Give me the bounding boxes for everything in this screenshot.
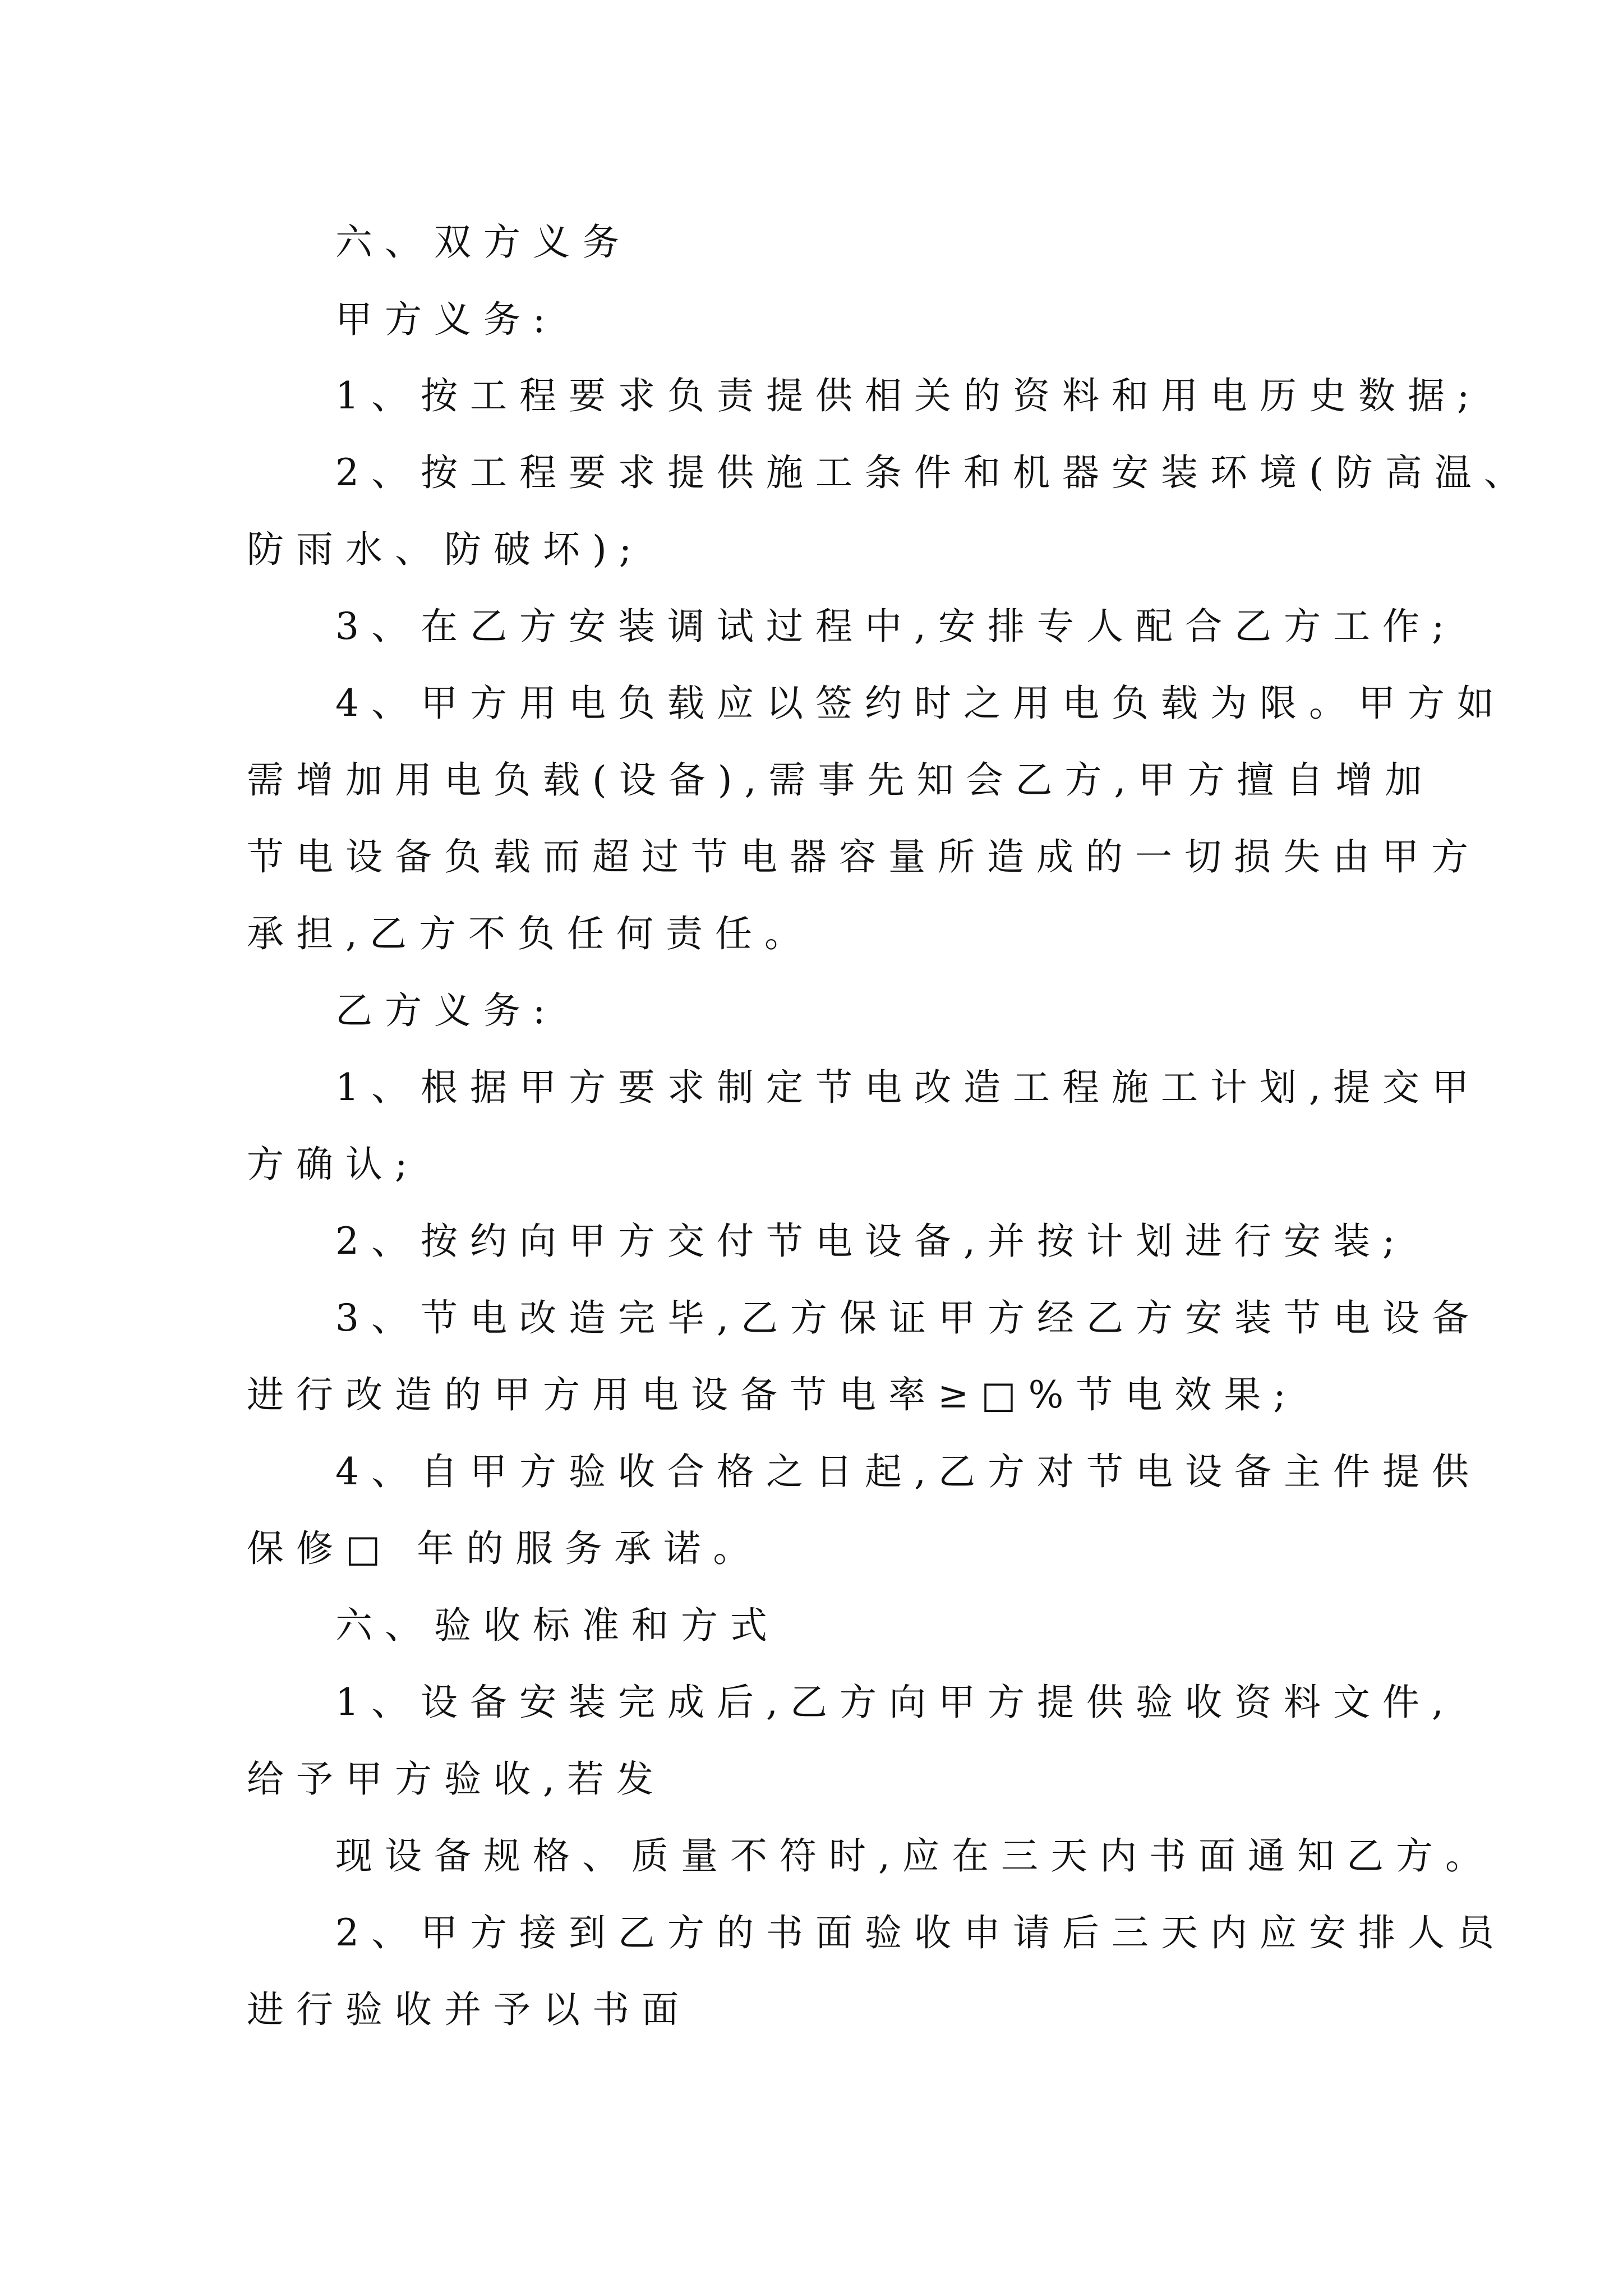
- party-b-item-3: 3、节电改造完毕,乙方保证甲方经乙方安装节电设备: [335, 1296, 1481, 1340]
- acceptance-item-1-cont-1: 给予甲方验收,若发: [247, 1757, 666, 1801]
- party-b-item-2: 2、按约向甲方交付节电设备,并按计划进行安装;: [335, 1220, 1408, 1263]
- party-a-item-4-cont-1: 需增加用电负载(设备),需事先知会乙方,甲方擅自增加: [247, 758, 1435, 802]
- acceptance-item-2-cont: 进行验收并予以书面: [247, 1988, 691, 2031]
- party-a-item-2-cont: 防雨水、防破坏);: [247, 528, 644, 571]
- party-a-item-4: 4、甲方用电负载应以签约时之用电负载为限。甲方如: [335, 682, 1506, 725]
- party-a-item-4-cont-3: 承担,乙方不负任何责任。: [247, 912, 814, 955]
- party-a-item-4-cont-2: 节电设备负载而超过节电器容量所造成的一切损失由甲方: [247, 835, 1481, 878]
- acceptance-item-2: 2、甲方接到乙方的书面验收申请后三天内应安排人员: [335, 1911, 1506, 1954]
- section-heading-obligations: 六、双方义务: [335, 220, 631, 264]
- party-a-item-3: 3、在乙方安装调试过程中,安排专人配合乙方工作;: [335, 605, 1457, 648]
- section-heading-acceptance: 六、验收标准和方式: [335, 1604, 780, 1647]
- acceptance-item-1-cont-2: 现设备规格、质量不符时,应在三天内书面通知乙方。: [335, 1834, 1495, 1878]
- party-b-obligations-heading: 乙方义务:: [335, 989, 558, 1032]
- party-b-item-1: 1、根据甲方要求制定节电改造工程施工计划,提交甲: [335, 1066, 1481, 1109]
- party-a-item-1: 1、按工程要求负责提供相关的资料和用电历史数据;: [335, 374, 1482, 417]
- party-a-item-2: 2、按工程要求提供施工条件和机器安装环境(防高温、: [335, 451, 1533, 494]
- party-b-item-1-cont: 方确认;: [247, 1143, 420, 1186]
- party-b-item-3-cont: 进行改造的甲方用电设备节电率≥□%节电效果;: [247, 1373, 1298, 1416]
- party-a-obligations-heading: 甲方义务:: [335, 298, 558, 341]
- party-b-item-4: 4、自甲方验收合格之日起,乙方对节电设备主件提供: [335, 1450, 1481, 1493]
- party-b-item-4-cont: 保修□ 年的服务承诺。: [247, 1527, 763, 1570]
- acceptance-item-1: 1、设备安装完成后,乙方向甲方提供验收资料文件,: [335, 1681, 1456, 1724]
